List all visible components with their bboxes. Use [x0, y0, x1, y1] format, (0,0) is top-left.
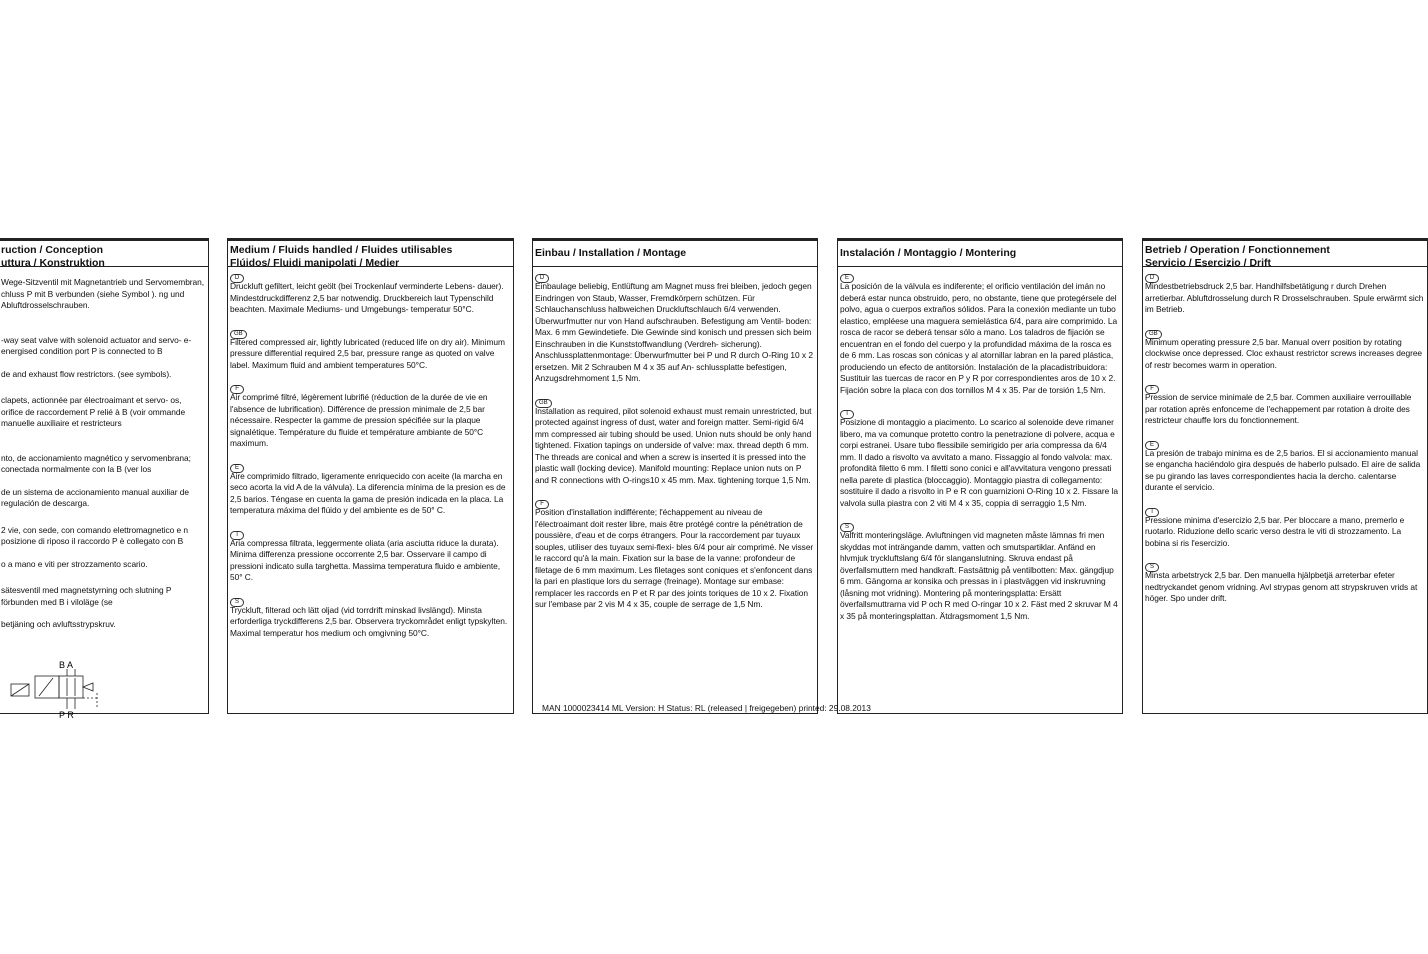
panel-construction [0, 238, 209, 720]
paragraph: Valfritt monteringsläge. Avluftningen vid magneten måste lämnas fri men skyddas mot inträngande damm, vatten och smutspartiklar. Anfänd en hlvmjuk tryckluftslang 6/4 för slanganslutning. Skruva endast på överfallsmuttern med handkraft. Fastsättnig på ventilbotten: Max. gängdjup 6 mm. Gängorna ar konsika och pressas in i plastväggen vid inskruvning (låsning mot vridning). Montering på monteringsplatta: Ersätt överfallsmuttrarna vid P och R med O-ringar 10 x 2. Fäst med 2 skruvar M 4 x 35 på monteringsplattan. Ätdragsmoment 1,5 Nm. [840, 530, 1118, 621]
valve-symbol-icon [1, 659, 201, 719]
language-badge: F [1145, 385, 1159, 394]
panel-instalacion [837, 238, 1123, 714]
paragraph: -way seat valve with solenoid actuator and servo- e-energised condition port P is connected to B [1, 334, 192, 356]
paragraph: de and exhaust flow restrictors. (see symbols). [1, 368, 172, 379]
panel-title: Instalación / Montaggio / Montering [838, 241, 1122, 267]
paragraph: nto, de accionamiento magnético y servomenbrana; conectada normalmente con la B (ver los [1, 452, 191, 474]
paragraph: Pressione minima d'esercizio 2,5 bar. Per bloccare a mano, premerlo e ruotarlo. Riduzione dello scaric verso destra le viti di strozzamento. La bobina si ris l'esercizio. [1145, 514, 1405, 548]
paragraph: clapets, actionnée par électroaimant et servo- os, orifice de raccordement P relié à B (voir ommande manuelle auxiliaire et restricteurs [1, 395, 186, 428]
paragraph: Aire comprimido filtrado, ligeramente enriquecido con aceite (la marcha en seco acorta la vid A de la válvula). La diferencia mínima de la presion es de 2,5 barios. Téngase en cuenta la gama de presión indicada en la placa. La temperatura máxima del flúido y del ambiente es de 50° C. [230, 470, 506, 515]
paragraph: Posizione di montaggio a piacimento. Lo scarico al solenoide deve rimaner libero, ma va comunque protetto contro la penetrazione di polvere, acqua e corpi estranei. Usare tubo flessibile semirigido per aria compressa da 6/4 mm. Il dado a risvolto va avvitato a mano. Fissaggio al fondo valvola: max. profondità filetto 6 mm. I filetti sono conici e all'avvitatura vengono pressati nella parete di plastica (bloccaggio). Montaggio piastra di collegamento: sostituire il dado a risvolto in P e R con guarnizioni O-Ring 10 x 2. Fissare la valvola sulla piastra con 2 viti M 4 x 35, coppia di serraggio 1,5 Nm. [840, 417, 1118, 508]
paragraph: Wege-Sitzventil mit Magnetantrieb und Servomembran, chluss P mit B verbunden (siehe Symbol ). ng und Abluftdrosselschrauben. [1, 277, 205, 310]
paragraph: 2 vie, con sede, con comando elettromagnetico e n posizione di riposo il raccordo P è collegato con B [1, 524, 189, 546]
paragraph: Air comprimé filtré, légèrement lubrifié (réduction de la durée de vie en l'absence de lubrification). Différence de pression minimale de 2,5 bar nécessaire. Respecter la gamme de pression spécifiée sur la plaque signalétique. Température du fluide et température ambiante de 50°C maximum. [230, 392, 488, 448]
panel-title: ruction / Conception uttura / Konstruktion [0, 241, 208, 267]
language-badge: D [535, 274, 549, 283]
paragraph: o a mano e viti per strozzamento scario. [1, 558, 148, 569]
language-badge: E [230, 464, 244, 473]
language-badge: S [840, 523, 854, 532]
language-badge: I [230, 531, 244, 540]
language-badge: S [1145, 563, 1159, 572]
symbol-port-labels-top: B A [59, 660, 74, 670]
paragraph: La presión de trabajo minima es de 2,5 barios. El si accionamiento manual se engancha haciéndolo gira después de haberlo pulsado. El aire de salida se pu girando las laves correspondientes hacia la dercho. calentarse durante el servicio. [1145, 447, 1421, 492]
paragraph: Einbaulage beliebig, Entlüftung am Magnet muss frei bleiben, jedoch gegen Eindringen von Staub, Wasser, Fremdkörpern schützen. Für Schlauchanschluss halbweichen Druckluftschlauch 6/4 verwenden. Überwurfmutter nur von Hand aufschrauben. Befestigung am Ventil- boden: Max. 6 mm Gewindetiefe. Die Gewinde sind konisch und pressen sich beim Einschrauben in die Kunststoffwandlung (Verdreh- sicherung). Anschlussplattenmontage: Überwurfmutter bei P und R durch O-Ring 10 x 2 ersetzen. Mit 2 Schrauben M 4 x 35 auf An- schlussplatte befestigen, Anzugsdrehmoment 1,5 Nm. [535, 281, 813, 383]
paragraph: La posición de la válvula es indiferente; el orificio ventilación del imán no deberá estar nunca obstruido, pero, no obstante, tiene que protegérsele del polvo, agua o cuerpos extraños sólidos. Para la conexión mediante un tubo elastico, empléese una maguera semielástica 6/4, para aire comprimido. La rosca de racor se deberá tensar sólo a mano. Los taladros de fijación se encuentran en el fondo del cuerpo y la profundidad máxima de la rosca es de 6 mm. Las roscas son cónicas y al atornillar labran en la pared plástica, produciendo un efecto de antitorsión. Instalación de la placadistribuidora: Sustituir las tuercas de racor en P y R por correspondientes aros de 10 x 2. Fijación sobre la placa con dos tornillos M 4 x 35. Par de torsión 1,5 Nm. [840, 281, 1118, 395]
language-badge: GB [1145, 330, 1162, 339]
panel-installation [532, 238, 818, 714]
language-badge: I [840, 410, 854, 419]
paragraph: betjäning och avluftsstrypskruv. [1, 619, 116, 629]
language-badge: F [535, 500, 549, 509]
paragraph: sätesventil med magnetstyrning och slutning P förbunden med B i viloläge (se [1, 585, 172, 607]
paragraph: Position d'installation indifférente; l'échappement au niveau de l'électroaimant doit rester libre, mais être protégé contre la pénétration de poussière, d'eau et de corps étrangers. Pour la raccordement par tuyaux souples, utiliser des tuyaux semi-flexi- bles 6/4 pour air comprimé. Ne visser le raccord qu'à la main. Fixation sur la base de la vanne: profondeur de filetage de 6 mm maximum. Les filetages sont coniques et s'enfoncent dans la pari en plastique lors du serrage (freinage). Montage sur embase: remplacer les raccords en P et R par des joints toriques de 10 x 2. Fixation sur l'embase par 2 vis M 4 x 35, couple de serrage de 1,5 Nm. [535, 507, 814, 609]
paragraph: Minimum operating pressure 2,5 bar. Manual overr position by rotating clockwise once depressed. Cloc exhaust restrictor screws increases degree of restr becomes warm in operation. [1145, 336, 1423, 370]
panel-operation [1142, 238, 1428, 714]
language-badge: D [230, 274, 244, 283]
paragraph: Tryckluft, filterad och lätt oljad (vid torrdrift minskad livslängd). Minsta erforderliga tryckdifferens 2,5 bar. Observera tryckområdet enligt typskylten. Maximal temperatur hos medium och omgivning 50°C. [230, 604, 508, 638]
document-footer: MAN 1000023414 ML Version: H Status: RL (released | freigegeben) printed: 29.08.2013 [542, 703, 871, 713]
paragraph: Druckluft gefiltert, leicht geölt (bei Trockenlauf verminderte Lebens- dauer). Mindestdruckdifferenz 2,5 bar notwendig. Druckbereich laut Typenschild beachten. Maximale Mediums- und Umgebungs- temperatur 50°C. [230, 281, 504, 314]
language-badge: E [1145, 441, 1159, 450]
paragraph: Aria compressa filtrata, leggermente oliata (aria asciutta riduce la durata). Minima differenza pressione occorrente 2,5 bar. Osservare il campo di pressioni indicato sulla targhetta. Massima temperatura fluido e ambiente, 50° C. [230, 537, 501, 582]
paragraph: Mindestbetriebsdruck 2,5 bar. Handhilfsbetätigung r durch Drehen arretierbar. Abluftdrosselung durch R Drosselschrauben. Spule erwärmt sich im Betrieb. [1145, 281, 1424, 314]
language-badge: E [840, 274, 854, 283]
language-badge: GB [535, 399, 552, 408]
language-badge: F [230, 385, 244, 394]
language-badge: S [230, 598, 244, 607]
paragraph: Installation as required, pilot solenoid exhaust must remain unrestricted, but protected against ingress of dust, water and foreign matter. Semi-rigid 6/4 mm compressed air tubing should be used. Union nuts should be only hand tightened. Fixation tapings on underside of valve: max. thread depth 6 mm. The threads are conical and when a screw is inserted it is pressed into the plastic wall (locking device). Manifold mounting: Replace union nuts on P and R connections with O-rings10 x 45 mm. Max. tightening torque 1,5 Nm. [535, 405, 812, 485]
paragraph: Minsta arbetstryck 2,5 bar. Den manuella hjälpbetjä arreterbar efeter nedtryckandet genom vridning. Avl strypas genom att strypskruven vrids at höger. Spo under drift. [1145, 570, 1418, 603]
language-badge: GB [230, 330, 247, 339]
panel-title: Betrieb / Operation / Fonctionnement Servicio / Esercizio / Drift [1143, 241, 1427, 267]
language-badge: D [1145, 274, 1159, 283]
paragraph: Pression de service minimale de 2,5 bar. Commen auxiliaire verrouillable par rotation après enfonceme de l'echappement par rotation à droite des restricteur chauffe lors du fonctionnement. [1145, 392, 1412, 425]
panel-title: Medium / Fluids handled / Fluides utilisables Flúidos/ Fluidi manipolati / Medier [228, 241, 513, 267]
language-badge: I [1145, 508, 1159, 517]
paragraph: de un sistema de accionamiento manual auxiliar de regulación de descarga. [1, 486, 189, 508]
paragraph: Filtered compressed air, lightly lubricated (reduced life on dry air). Minimum pressure differential required 2,5 bar, pressure range as quoted on valve label. Maximum fluid and ambient temperatures 50°C. [230, 336, 505, 370]
panel-medium [227, 238, 514, 714]
panel-title: Einbau / Installation / Montage [533, 241, 817, 267]
symbol-port-labels-bottom: P R [59, 710, 74, 720]
